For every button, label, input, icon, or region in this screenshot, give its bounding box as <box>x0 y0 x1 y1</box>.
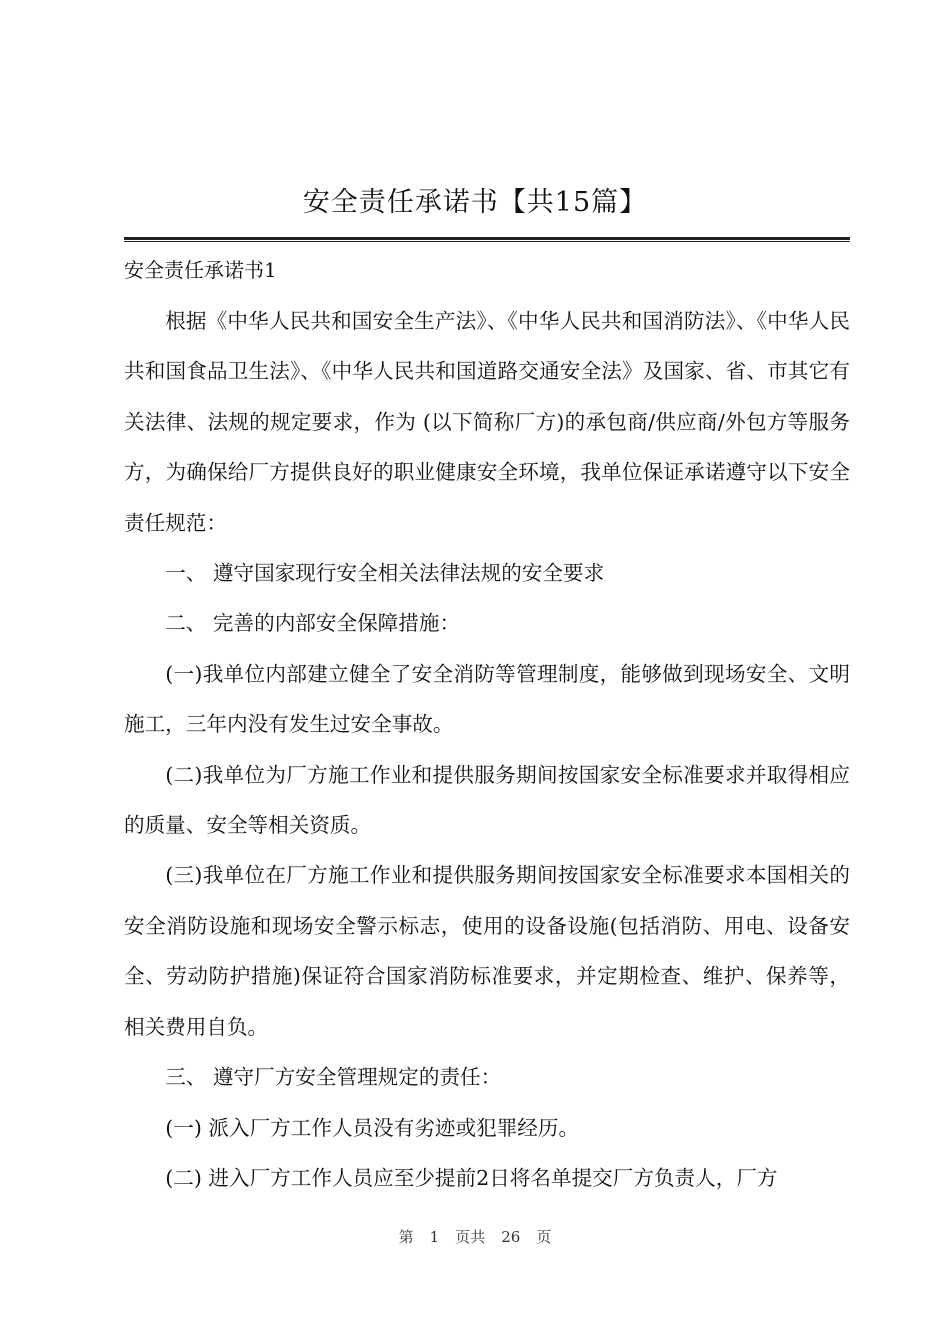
paragraph-sub-3-1: (一) 派入厂方工作人员没有劣迹或犯罪经历。 <box>165 1115 580 1140</box>
page-footer <box>0 1226 950 1248</box>
paragraph-item-2: 二、 完善的内部安全保障措施： <box>165 611 461 636</box>
paragraph-intro: 根据《中华人民共和国安全生产法》、《中华人民共和国消防法》、《中华人民共和国食品卫生法》、《中华人民共和国道路交通安全法》及国家、省、市其它有关法律、法规的规定要求，作为 (以下简称厂方)的承包商/供应商/外包方等服务方，为确保给厂方提供良好的职业健康安全环境，我单位保证承诺遵守以下安全责任规范： <box>124 309 850 535</box>
page-title: 安全责任承诺书【共15篇】 <box>302 187 648 218</box>
footer-page-suffix: 页 <box>536 1228 552 1246</box>
footer-page-sep: 页共 <box>455 1228 486 1246</box>
paragraph-item-1: 一、 遵守国家现行安全相关法律法规的安全要求 <box>165 561 605 586</box>
paragraph-sub-2-2: (二)我单位为厂方施工作业和提供服务期间按国家安全标准要求并取得相应的质量、安全等相关资质。 <box>124 762 850 838</box>
section-heading: 安全责任承诺书1 <box>124 258 277 282</box>
paragraph-sub-2-1: (一)我单位内部建立健全了安全消防等管理制度，能够做到现场安全、文明施工，三年内没有发生过安全事故。 <box>124 661 850 737</box>
paragraph-item-3: 三、 遵守厂方安全管理规定的责任： <box>165 1065 502 1090</box>
footer-page-label: 第 <box>398 1228 414 1246</box>
paragraph-sub-3-2: (二) 进入厂方工作人员应至少提前2日将名单提交厂方负责人，厂方 <box>165 1165 778 1190</box>
footer-page-number: 1 <box>429 1228 440 1246</box>
paragraph-sub-2-3: (三)我单位在厂方施工作业和提供服务期间按国家安全标准要求本国相关的安全消防设施和现场安全警示标志，使用的设备设施(包括消防、用电、设备安全、劳动防护措施)保证符合国家消防标准要求，并定期检查、维护、保养等，相关费用自负。 <box>124 863 850 1039</box>
footer-total-pages: 26 <box>501 1228 521 1246</box>
document-body <box>124 296 850 1203</box>
title-divider <box>124 237 850 242</box>
